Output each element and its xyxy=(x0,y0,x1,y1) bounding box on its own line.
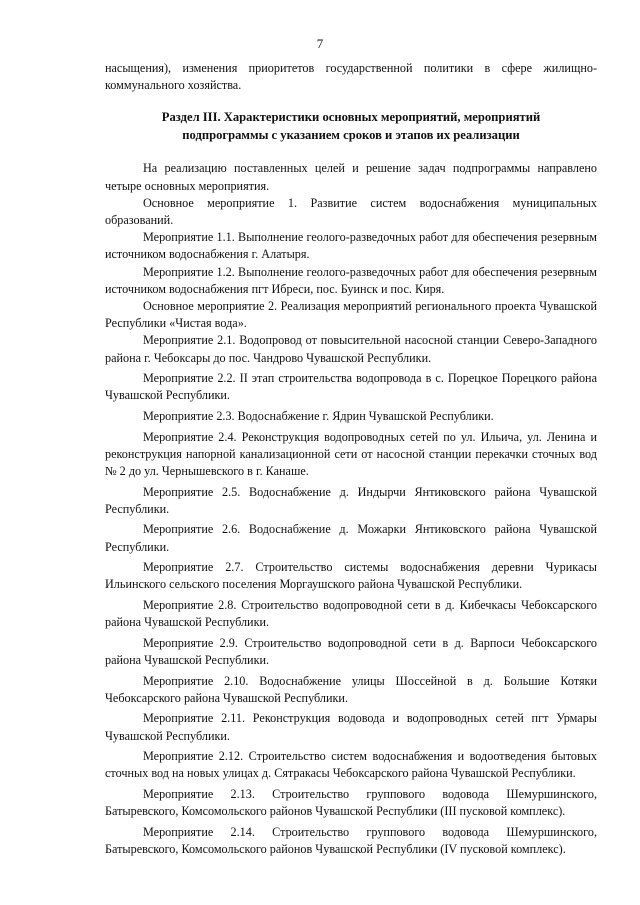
paragraph-measure-2-4: Мероприятие 2.4. Реконструкция водопроводных сетей по ул. Ильича, ул. Ленина и реконструкция напорной канализационной сети от насосной станции перекачки сточных вод № 2 до ул. Чернышевского в г. Канаше. xyxy=(105,429,597,479)
paragraph-measure-1-2: Мероприятие 1.2. Выполнение геолого-разведочных работ для обеспечения резервным источником водоснабжения пгт Ибреси, пос. Буинск и пос. Киря. xyxy=(105,264,597,296)
intro-paragraph: насыщения), изменения приоритетов государственной политики в сфере жилищно-коммунального хозяйства. xyxy=(105,61,597,93)
paragraph-measure-2-1: Мероприятие 2.1. Водопровод от повысительной насосной станции Северо-Западного района г. Чебоксары до пос. Чандрово Чувашской Республики. xyxy=(105,333,597,365)
paragraph-measure-2-12: Мероприятие 2.12. Строительство систем водоснабжения и водоотведения бытовых сточных вод на новых улицах д. Сятракасы Чебоксарского района Чувашской Республики. xyxy=(105,749,597,781)
paragraph-measure-2-5: Мероприятие 2.5. Водоснабжение д. Индырчи Янтиковского района Чувашской Республики. xyxy=(105,484,597,516)
paragraph-intro-measures: На реализацию поставленных целей и решение задач подпрограммы направлено четыре основных мероприятия. xyxy=(105,161,597,193)
paragraph-measure-2-9: Мероприятие 2.9. Строительство водопроводной сети в д. Варпоси Чебоксарского района Чувашской Республики. xyxy=(105,635,597,668)
paragraph-measure-2-7: Мероприятие 2.7. Строительство системы водоснабжения деревни Чурикасы Ильинского сельского поселения Моргаушского района Чувашской Республики. xyxy=(105,560,597,592)
paragraph-measure-1-1: Мероприятие 1.1. Выполнение геолого-разведочных работ для обеспечения резервным источником водоснабжения г. Алатыря. xyxy=(105,230,597,262)
paragraph-measure-2-2: Мероприятие 2.2. II этап строительства водопровода в с. Порецкое Порецкого района Чувашской Республики. xyxy=(105,371,597,403)
paragraph-measure-2-10: Мероприятие 2.10. Водоснабжение улицы Шоссейной в д. Большие Котяки Чебоксарского района Чувашской Республики. xyxy=(105,673,597,705)
section-heading xyxy=(105,109,597,144)
paragraph-measure-2-8: Мероприятие 2.8. Строительство водопроводной сети в д. Кибечкасы Чебоксарского района Чувашской Республики. xyxy=(105,598,597,630)
paragraph-measure-2-6: Мероприятие 2.6. Водоснабжение д. Можарки Янтиковского района Чувашской Республики. xyxy=(105,522,597,554)
section-heading-line-1: Раздел III. Характеристики основных мероприятий, мероприятий xyxy=(161,110,541,125)
paragraph-measure-2-3: Мероприятие 2.3. Водоснабжение г. Ядрин Чувашской Республики. xyxy=(143,409,494,424)
paragraph-measure-2-14: Мероприятие 2.14. Строительство группового водовода Шемуршинского, Батыревского, Комсомольского районов Чувашской Республики (IV пусковой комплекс). xyxy=(105,824,597,856)
paragraph-main-measure-1: Основное мероприятие 1. Развитие систем водоснабжения муниципальных образований. xyxy=(105,195,597,228)
paragraph-main-measure-2: Основное мероприятие 2. Реализация мероприятий регионального проекта Чувашской Республики «Чистая вода». xyxy=(105,299,597,331)
paragraph-measure-2-13: Мероприятие 2.13. Строительство группового водовода Шемуршинского, Батыревского, Комсомольского районов Чувашской Республики (III пусковой комплекс). xyxy=(105,787,597,819)
section-heading-line-2: подпрограммы с указанием сроков и этапов их реализации xyxy=(182,127,520,142)
paragraph-measure-2-11: Мероприятие 2.11. Реконструкция водовода и водопроводных сетей пгт Урмары Чувашской Республики. xyxy=(105,711,597,743)
page-content xyxy=(105,60,597,862)
page-number: 7 xyxy=(316,36,324,51)
